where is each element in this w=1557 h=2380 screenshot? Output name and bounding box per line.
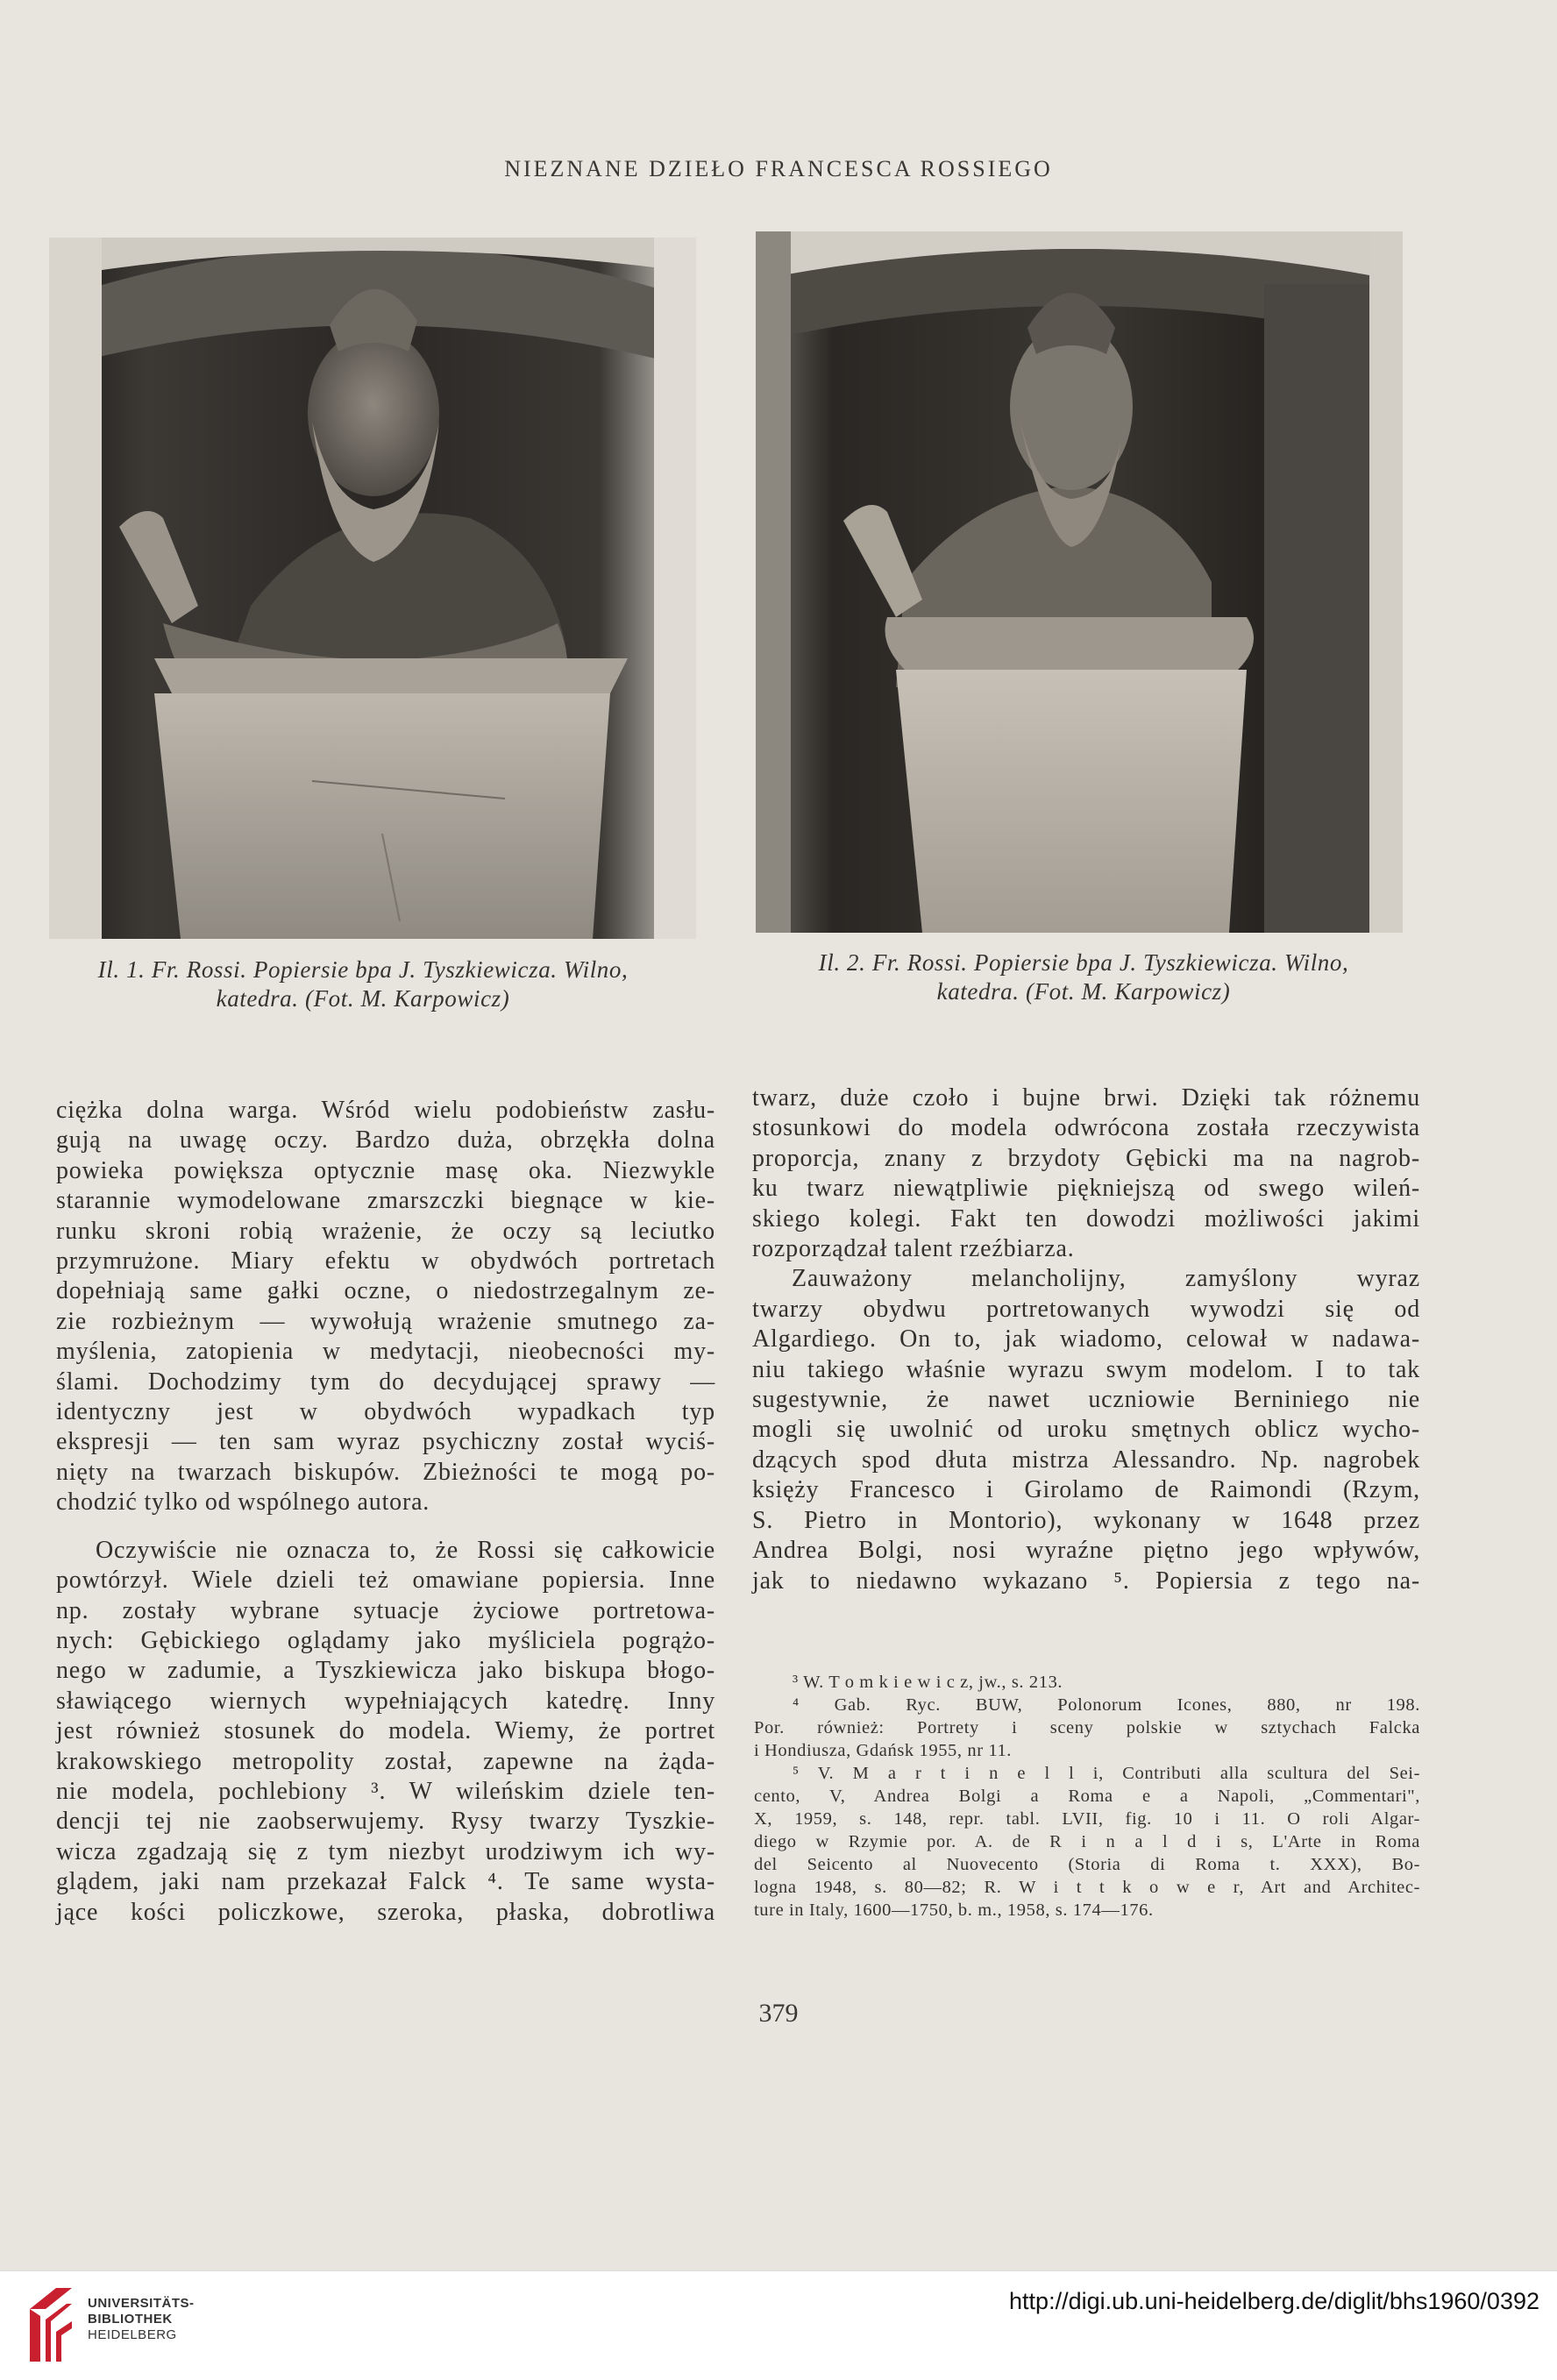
footnote-3: ³ W. T o m k i e w i c z, jw., s. 213. bbox=[793, 1673, 1063, 1692]
text-line: identyczny jest w obydwóch wypadkach typ bbox=[56, 1398, 715, 1426]
footnotes bbox=[754, 1671, 1420, 1922]
footnote-line: cento, V, Andrea Bolgi a Roma e a Napoli, „Commentari", bbox=[754, 1787, 1420, 1806]
right-paragraph-2 bbox=[752, 1264, 1420, 1595]
figure-2-caption bbox=[742, 948, 1425, 1006]
library-name bbox=[88, 2296, 195, 2343]
text-line: sławiącego wiernych wypełniających katedrę. Inny bbox=[56, 1687, 715, 1715]
text-line: nego w zadumie, a Tyszkiewicza jako biskupa błogo- bbox=[56, 1657, 715, 1685]
text-line: chodzić tylko od wspólnego autora. bbox=[56, 1488, 430, 1517]
footnote-line: diego w Rzymie por. A. de R i n a l d i s, L'Arte in Roma bbox=[754, 1832, 1420, 1851]
text-line: dopełniają same gałki oczne, o niedostrzegalnym ze- bbox=[56, 1277, 715, 1305]
text-line: sugestywnie, że nawet uczniowie Berniniego nie bbox=[752, 1386, 1420, 1414]
figure-1-caption bbox=[12, 956, 714, 1013]
right-paragraph-1 bbox=[752, 1083, 1420, 1264]
library-name-line-1: UNIVERSITÄTS- bbox=[88, 2296, 195, 2311]
text-line: dzących spod dłuta mistrza Alessandro. Np. nagrobek bbox=[752, 1446, 1420, 1474]
text-line: dencji tej nie zaobserwujemy. Rysy twarzy Tyszkie- bbox=[56, 1808, 715, 1836]
text-line: runku skroni robią wrażenie, że oczy są leciutko bbox=[56, 1217, 715, 1245]
permalink-url[interactable]: http://digi.ub.uni-heidelberg.de/diglit/bhs1960/0392 bbox=[1009, 2288, 1539, 2314]
page-number: 379 bbox=[758, 1999, 799, 2028]
text-line: glądem, jaki nam przekazał Falck ⁴. Te same wysta- bbox=[56, 1868, 715, 1896]
text-line: stosunkowi do modela odwrócona została rzeczywista bbox=[752, 1114, 1420, 1142]
left-paragraph-2 bbox=[56, 1536, 715, 1928]
text-line: mogli się uwolnić od uroku smętnych oblicz wycho- bbox=[752, 1416, 1420, 1444]
text-line: powieka powiększa optycznie masę oka. Niezwykle bbox=[56, 1156, 715, 1184]
text-line: niu takiego właśnie wyrazu swym modelom. I to tak bbox=[752, 1355, 1420, 1383]
text-line: wicza zgadzają się z tym niezbyt urodziwym ich wy- bbox=[56, 1837, 715, 1865]
text-line: ciężka dolna warga. Wśród wielu podobieństw zasłu- bbox=[56, 1097, 715, 1124]
footer-bar bbox=[0, 2270, 1557, 2380]
text-line: Andrea Bolgi, nosi wyraźne piętno jego wpływów, bbox=[752, 1537, 1420, 1565]
text-line: proporcja, znany z brzydoty Gębicki ma na nagrob- bbox=[752, 1144, 1420, 1172]
text-line: jak to niedawno wykazano ⁵. Popiersia z tego na- bbox=[752, 1567, 1420, 1595]
text-line: jące kości policzkowe, szeroka, płaska, dobrotliwa bbox=[56, 1898, 715, 1926]
text-line: krakowskiego metropolity został, zapewne na żąda- bbox=[56, 1747, 715, 1775]
left-text-column bbox=[56, 1096, 715, 1928]
bust-photo-2 bbox=[756, 231, 1403, 933]
footnote-5: ⁵ V. M a r t i n e l l i, Contributi alla scultura del Sei- bbox=[793, 1764, 1420, 1783]
footnote-line: X, 1959, s. 148, repr. tabl. LVII, fig. 10 i 11. O roli Algar- bbox=[754, 1809, 1420, 1829]
text-line: S. Pietro in Montorio), wykonany w 1648 przez bbox=[752, 1506, 1420, 1534]
library-name-line-3: HEIDELBERG bbox=[88, 2327, 177, 2342]
text-line: twarz, duże czoło i bujne brwi. Dzięki tak różnemu bbox=[752, 1084, 1420, 1112]
text-line: ekspresji — ten sam wyraz psychiczny został wyciś- bbox=[56, 1428, 715, 1456]
university-library-logo-icon[interactable] bbox=[21, 2283, 77, 2367]
left-paragraph-1 bbox=[56, 1096, 715, 1518]
text-line: gują na uwagę oczy. Bardzo duża, obrzękła dolna bbox=[56, 1126, 715, 1154]
text-line: Algardiego. On to, jak wiadomo, celował w nadawa- bbox=[752, 1325, 1420, 1353]
text-line: księży Francesco i Girolamo de Raimondi (Rzym, bbox=[752, 1476, 1420, 1504]
figure-2-photo bbox=[756, 231, 1403, 933]
footnote-line: Por. również: Portrety i sceny polskie w sztychach Falcka bbox=[754, 1718, 1420, 1737]
figure-1-caption-line-1: Il. 1. Fr. Rossi. Popiersie bpa J. Tyszkiewicza. Wilno, bbox=[97, 956, 629, 983]
footnote-line: i Hondiusza, Gdańsk 1955, nr 11. bbox=[754, 1741, 1013, 1760]
right-text-column bbox=[752, 1083, 1420, 1596]
footnote-line: ture in Italy, 1600—1750, b. m., 1958, s. 174—176. bbox=[754, 1900, 1154, 1920]
text-line: jest również stosunek do modela. Wiemy, że portret bbox=[56, 1717, 715, 1745]
figure-1-caption-line-2: katedra. (Fot. M. Karpowicz) bbox=[216, 985, 510, 1012]
figure-2-caption-line-2: katedra. (Fot. M. Karpowicz) bbox=[936, 978, 1231, 1005]
footnote-line: del Seicento al Nuovecento (Storia di Roma t. XXX), Bo- bbox=[754, 1855, 1420, 1874]
text-line: zie rozbieżnym — wywołują wrażenie smutnego za- bbox=[56, 1307, 715, 1335]
text-line: myślenia, zatopienia w medytacji, nieobecności my- bbox=[56, 1338, 715, 1366]
running-head: NIEZNANE DZIEŁO FRANCESCA ROSSIEGO bbox=[504, 156, 1053, 181]
library-name-line-2: BIBLIOTHEK bbox=[88, 2312, 173, 2327]
text-line: nięty na twarzach biskupów. Zbieżności te mogą po- bbox=[56, 1458, 715, 1486]
figure-2-caption-line-1: Il. 2. Fr. Rossi. Popiersie bpa J. Tyszkiewicza. Wilno, bbox=[818, 949, 1349, 976]
bust-photo-1 bbox=[49, 238, 696, 939]
text-line: Oczywiście nie oznacza to, że Rossi się całkowicie bbox=[96, 1536, 715, 1564]
footnote-4: ⁴ Gab. Ryc. BUW, Polonorum Icones, 880, nr 198. bbox=[793, 1695, 1420, 1715]
text-line: twarzy obydwu portretowanych wywodzi się od bbox=[752, 1295, 1420, 1323]
text-line: starannie wymodelowane zmarszczki biegnące w kie- bbox=[56, 1187, 715, 1215]
text-line: powtórzył. Wiele dzieli też omawiane popiersia. Inne bbox=[56, 1567, 715, 1595]
figure-1-photo bbox=[49, 238, 696, 939]
text-line: przymrużone. Miary efektu w obydwóch portretach bbox=[56, 1247, 715, 1275]
footnote-line: logna 1948, s. 80—82; R. W i t t k o w e r, Art and Architec- bbox=[754, 1878, 1420, 1897]
text-line: Zauważony melancholijny, zamyślony wyraz bbox=[792, 1265, 1420, 1293]
text-line: nych: Gębickiego oglądamy jako myśliciela pogrążo- bbox=[56, 1626, 715, 1654]
text-line: nie modela, pochlebiony ³. W wileńskim dziele ten- bbox=[56, 1777, 715, 1805]
text-line: skiego kolegi. Fakt ten dowodzi możliwości jakimi bbox=[752, 1204, 1420, 1233]
text-line: np. zostały wybrane sytuacje życiowe portretowa- bbox=[56, 1596, 715, 1624]
text-line: ślami. Dochodzimy tym do decydującej sprawy — bbox=[56, 1368, 715, 1396]
text-line: ku twarz niewątpliwie piękniejszą od swego wileń- bbox=[752, 1175, 1420, 1203]
text-line: rozporządzał talent rzeźbiarza. bbox=[752, 1235, 1075, 1263]
